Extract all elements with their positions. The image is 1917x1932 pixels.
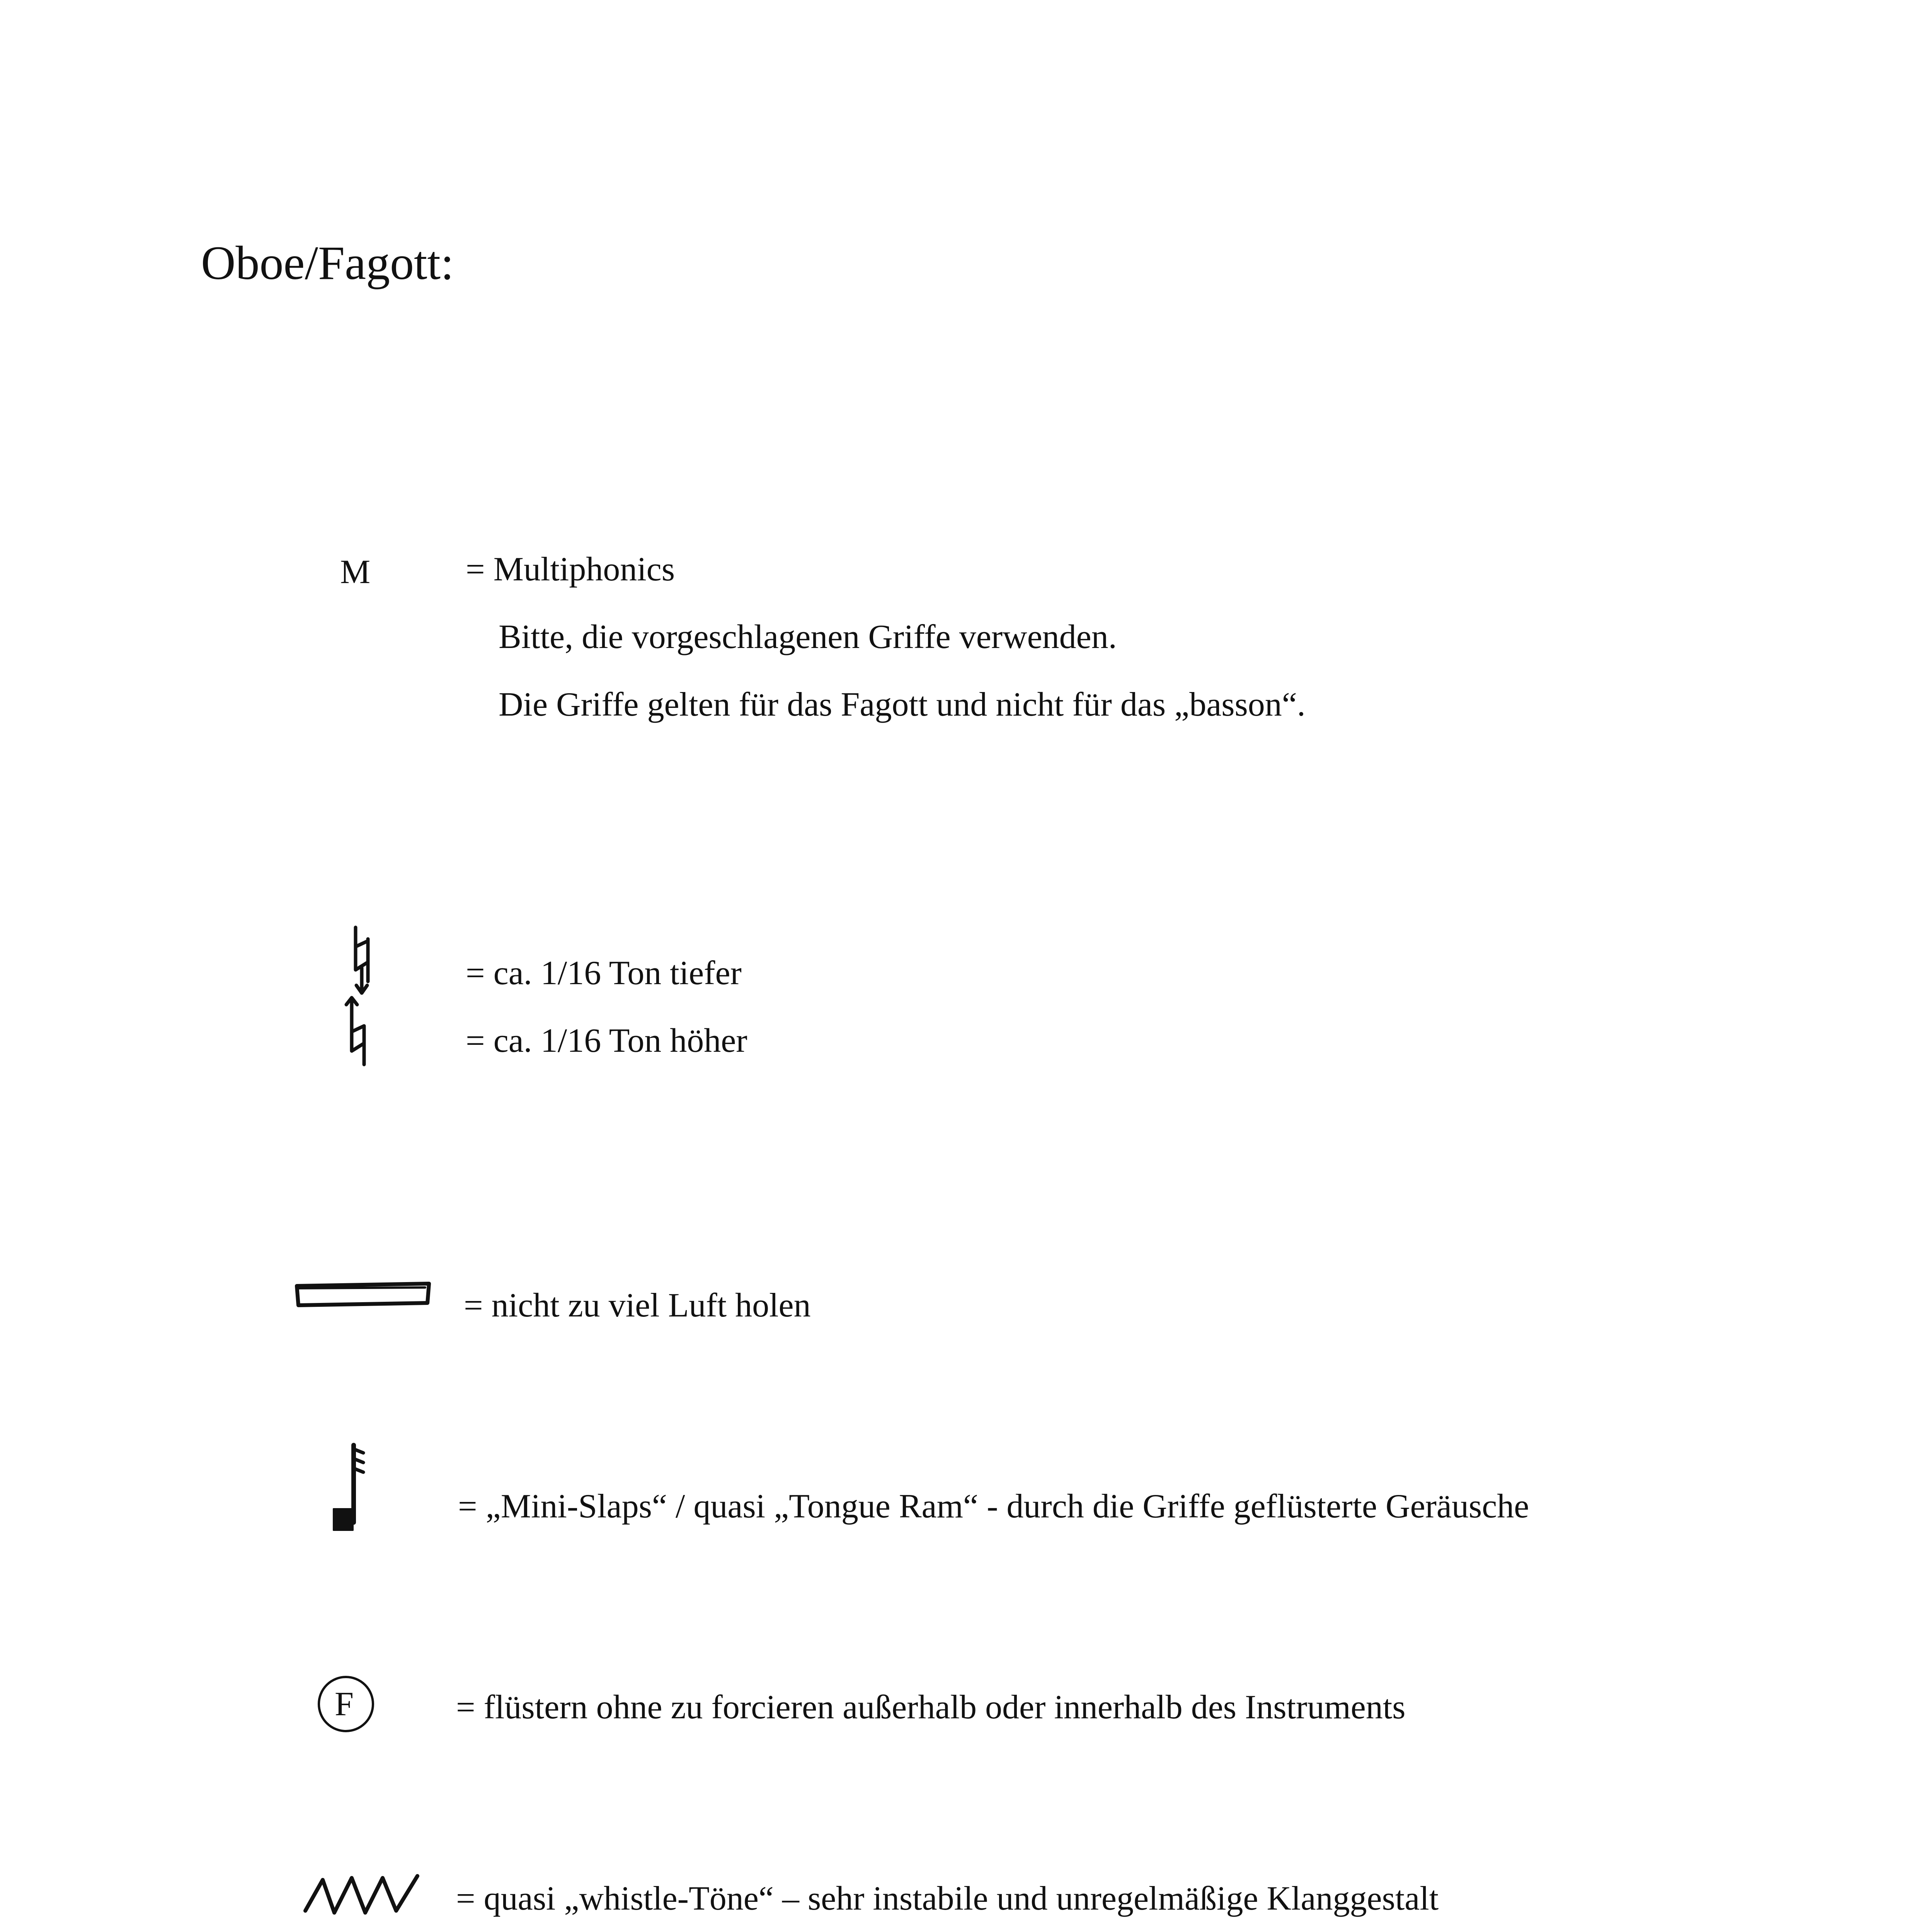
- slaps-label: = „Mini-Slaps“ / quasi „Tongue Ram“ - durch die Griffe geflüsterte Geräusche: [458, 1488, 1529, 1525]
- multiphonics-label: = Multiphonics: [466, 551, 675, 588]
- multiphonics-note-1: Bitte, die vorgeschlagenen Griffe verwenden.: [499, 618, 1117, 656]
- microtone-lower-label: = ca. 1/16 Ton tiefer: [466, 954, 742, 992]
- slap-note-icon: [327, 1441, 381, 1542]
- page-title: Oboe/Fagott:: [201, 236, 454, 289]
- air-bracket-icon: [294, 1279, 433, 1321]
- whisper-label: = flüstern ohne zu forcieren außerhalb oder innerhalb des Instruments: [456, 1689, 1406, 1726]
- air-label: = nicht zu viel Luft holen: [464, 1287, 811, 1324]
- whistle-label: = quasi „whistle-Töne“ – sehr instabile und unregelmäßige Klanggestalt: [456, 1880, 1439, 1917]
- microtone-higher-icon: [340, 997, 371, 1074]
- multiphonics-symbol: M: [340, 553, 371, 591]
- multiphonics-note-2: Die Griffe gelten für das Fagott und nicht für das „basson“.: [499, 686, 1306, 723]
- whisper-symbol: F: [335, 1685, 354, 1723]
- whistle-zigzag-icon: [301, 1870, 429, 1924]
- microtone-higher-label: = ca. 1/16 Ton höher: [466, 1022, 747, 1060]
